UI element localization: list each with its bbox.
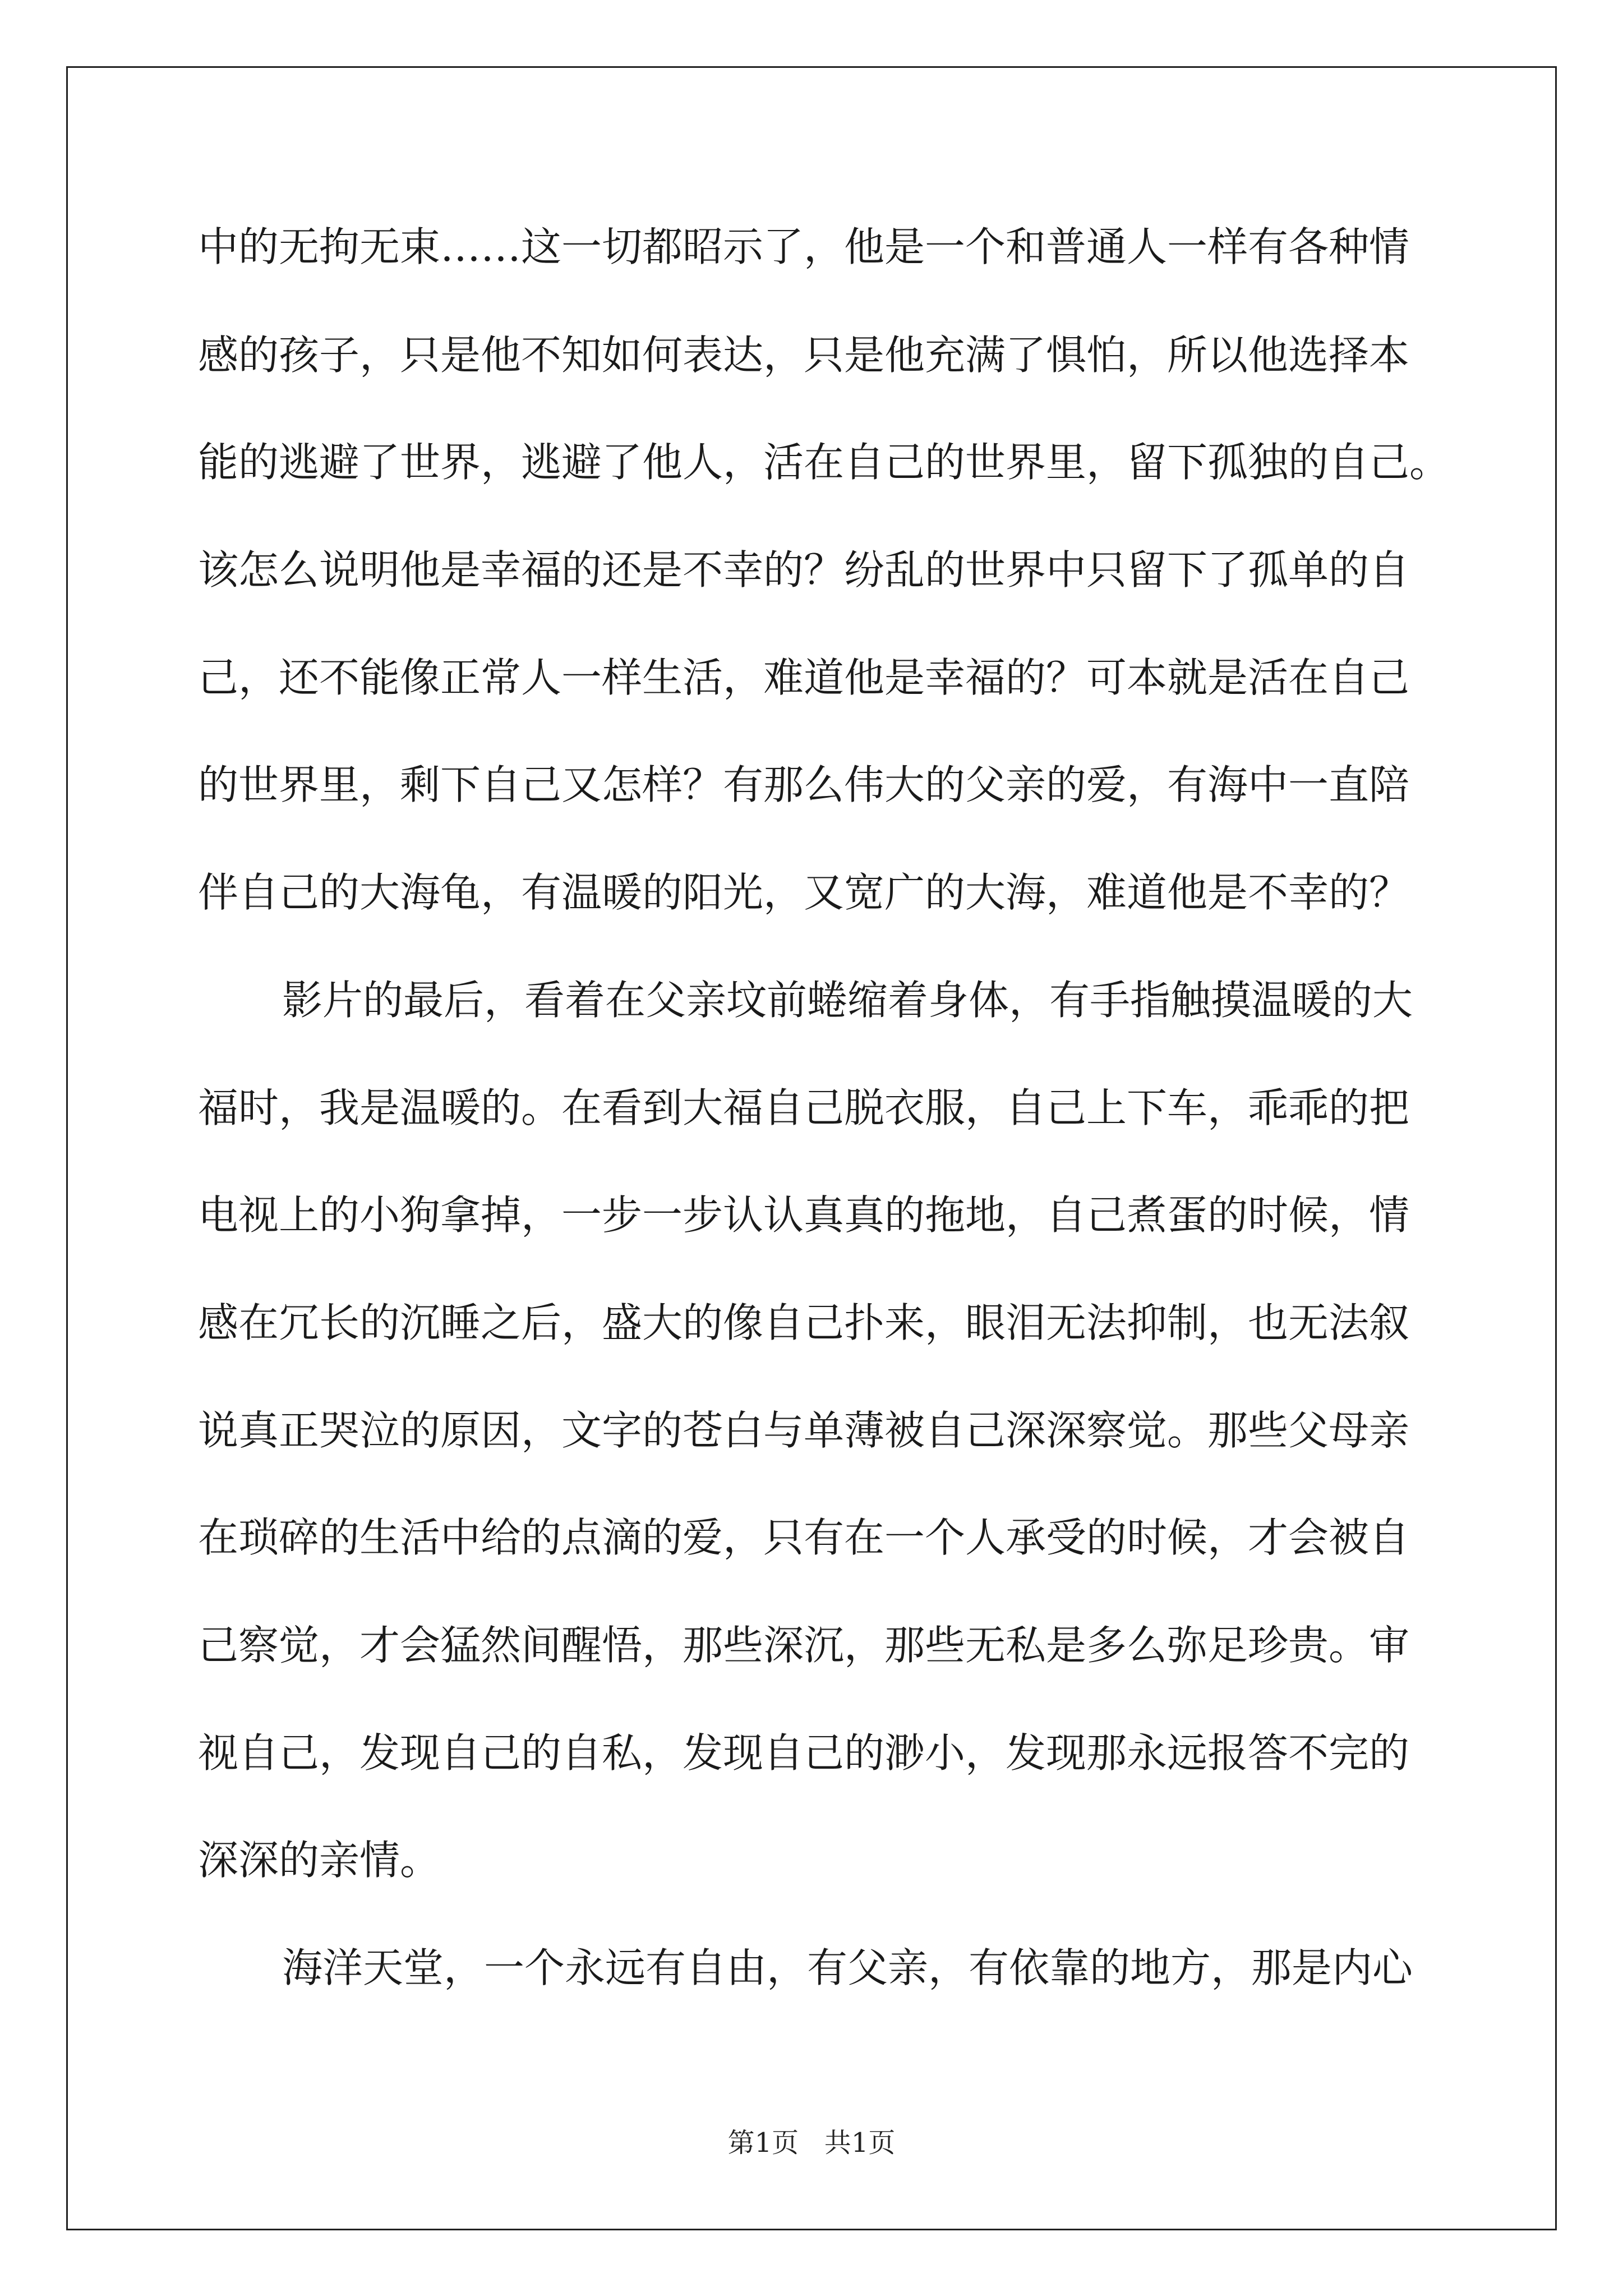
text-line: 己，还不能像正常人一样生活，难道他是幸福的？可本就是活在自己 xyxy=(198,654,1410,701)
text-line: 伴自己的大海龟，有温暖的阳光，又宽广的大海，难道他是不幸的？ xyxy=(198,869,1410,916)
text-line: 中的无拘无束……这一切都昭示了，他是一个和普通人一样有各种情 xyxy=(198,223,1410,270)
text-line: 该怎么说明他是幸福的还是不幸的？纷乱的世界中只留下了孤单的自 xyxy=(198,546,1410,593)
text-line: 电视上的小狗拿掉，一步一步认认真真的拖地，自己煮蛋的时候，情 xyxy=(198,1191,1410,1239)
text-line: 的世界里，剩下自己又怎样？有那么伟大的父亲的爱，有海中一直陪 xyxy=(198,761,1410,808)
page-border xyxy=(66,66,1557,2230)
text-line: 说真正哭泣的原因，文字的苍白与单薄被自己深深察觉。那些父母亲 xyxy=(198,1407,1410,1454)
text-line: 视自己，发现自己的自私，发现自己的渺小，发现那永远报答不完的 xyxy=(198,1729,1410,1777)
paragraph-first-line: 海洋天堂，一个永远有自由，有父亲，有依靠的地方，那是内心 xyxy=(282,1944,1413,1991)
text-line: 己察觉，才会猛然间醒悟，那些深沉，那些无私是多么弥足珍贵。审 xyxy=(198,1622,1410,1669)
text-line: 能的逃避了世界，逃避了他人，活在自己的世界里，留下孤独的自己。 xyxy=(198,439,1450,486)
paragraph-first-line: 影片的最后，看着在父亲坟前蜷缩着身体，有手指触摸温暖的大 xyxy=(282,977,1413,1024)
text-line: 深深的亲情。 xyxy=(198,1837,441,1884)
text-line: 感的孩子，只是他不知如何表达，只是他充满了惧怕，所以他选择本 xyxy=(198,332,1410,379)
text-line: 福时，我是温暖的。在看到大福自己脱衣服，自己上下车，乖乖的把 xyxy=(198,1084,1410,1131)
text-line: 感在冗长的沉睡之后，盛大的像自己扑来，眼泪无法抑制，也无法叙 xyxy=(198,1299,1410,1346)
text-line: 在琐碎的生活中给的点滴的爱，只有在一个人承受的时候，才会被自 xyxy=(198,1514,1410,1561)
page-number-footer: 第1页 共1页 xyxy=(727,2127,896,2159)
